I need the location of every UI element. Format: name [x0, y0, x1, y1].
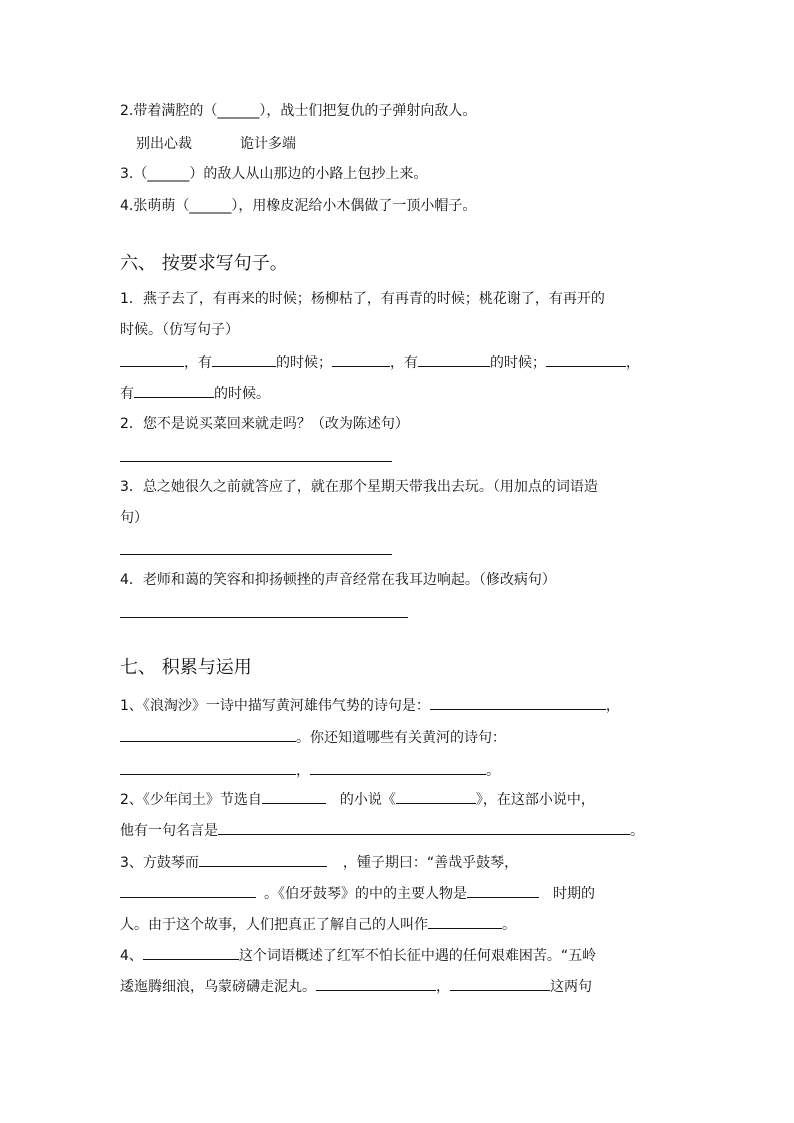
s7-q2-line2	[120, 820, 644, 841]
s7-q1-line2	[120, 727, 506, 748]
s7-q4-line2	[120, 976, 592, 997]
s7-q2-line1	[120, 789, 595, 810]
answer-blank[interactable]	[310, 760, 486, 775]
answer-blank[interactable]	[332, 352, 390, 367]
answer-line[interactable]	[120, 617, 408, 618]
s5-q4-blank: ______	[189, 198, 232, 214]
s7-q3-text: 人。由于这个故事，人们把真正了解自己的人叫作	[120, 917, 428, 933]
s7-q2-text: 他有一句名言是	[120, 823, 218, 839]
s7-q4-text: 这两句	[550, 979, 592, 995]
answer-blank[interactable]	[120, 352, 184, 367]
answer-blank[interactable]	[143, 945, 239, 960]
answer-blank[interactable]	[120, 727, 296, 742]
s6-heading: 六、 按要求写句子。	[120, 253, 288, 274]
s7-q3-text: 3、方鼓琴而	[120, 855, 199, 871]
s7-q3-line1	[120, 852, 518, 873]
s5-q4	[120, 196, 476, 216]
answer-blank[interactable]	[134, 383, 214, 398]
s5-q3-prefix: 3.（	[120, 166, 148, 182]
s5-q2	[120, 101, 476, 121]
s6-q3-line2: 句）	[120, 510, 148, 526]
answer-line[interactable]	[120, 461, 392, 462]
s7-q2-text: 2、《少年闰土》节选自	[120, 792, 262, 808]
punct: ，	[605, 698, 620, 714]
s5-q3	[120, 164, 427, 184]
answer-blank[interactable]	[467, 883, 539, 898]
s5-q3-suffix: ）的敌人从山那边的小路上包抄上来。	[189, 166, 428, 182]
answer-blank[interactable]	[120, 760, 296, 775]
s5-q3-blank: ______	[147, 166, 190, 182]
s7-q4-text: 4、	[120, 948, 143, 964]
s7-q2-text: 的小说《	[339, 792, 396, 808]
answer-blank[interactable]	[199, 852, 327, 867]
s5-options	[136, 134, 296, 154]
s7-q3-line2	[120, 883, 595, 904]
s7-q3-text: 时期的	[553, 886, 595, 902]
answer-blank[interactable]	[428, 914, 502, 929]
s6-q1-line1: 1．燕子去了，有再来的时候；杨柳枯了，有再青的时候；桃花谢了，有再开的	[120, 291, 605, 307]
answer-blank[interactable]	[396, 789, 476, 804]
fill-text: ，有	[184, 355, 212, 371]
punct: 。	[630, 823, 644, 839]
s7-q4-text: 这个词语概述了红军不怕长征中遇的任何艰难困苦。“五岭	[238, 948, 597, 964]
answer-blank[interactable]	[450, 976, 550, 991]
s6-q1-fill-row2	[120, 383, 270, 404]
fill-text: ，	[626, 355, 640, 371]
s6-q2: 2．您不是说买菜回来就走吗？（改为陈述句）	[120, 416, 409, 432]
s5-q4-suffix: ），用橡皮泥给小木偶做了一顶小帽子。	[231, 198, 477, 214]
punct: ，	[436, 979, 450, 995]
s5-q2-blank: ______	[217, 103, 260, 119]
fill-text: 有	[120, 386, 134, 402]
punct: 。	[502, 917, 516, 933]
answer-blank[interactable]	[218, 820, 630, 835]
answer-blank[interactable]	[430, 695, 606, 710]
answer-blank[interactable]	[212, 352, 276, 367]
s6-q4: 4．老师和蔼的笑容和抑扬顿挫的声音经常在我耳边响起。（修改病句）	[120, 572, 556, 588]
s7-q3-text: ，锺子期曰：“善哉乎鼓琴，	[342, 855, 519, 871]
s5-option-1: 别出心裁	[136, 136, 192, 152]
s5-q4-prefix: 4.张萌萌（	[120, 198, 190, 214]
punct: ，	[296, 763, 310, 779]
fill-text: 的时候；	[276, 355, 332, 371]
s7-q1-text2: 。你还知道哪些有关黄河的诗句：	[296, 730, 506, 746]
s6-q3-line1: 3．总之她很久之前就答应了，就在那个星期天带我出去玩。（用加点的词语造	[120, 479, 598, 495]
answer-blank[interactable]	[120, 883, 256, 898]
s7-q1-line3	[120, 760, 500, 781]
s7-q4-text: 逶迤腾细浪，乌蒙磅礴走泥丸。	[120, 979, 316, 995]
fill-text: 的时候。	[214, 386, 270, 402]
s5-q2-prefix: 2.带着满腔的（	[120, 103, 218, 119]
s7-q4-line1	[120, 945, 596, 966]
s7-q3-line3	[120, 914, 516, 935]
fill-text: ，有	[390, 355, 418, 371]
s6-q1-line2: 时候。（仿写句子）	[120, 322, 239, 338]
s7-q2-text: 》，在这部小说中，	[475, 792, 595, 808]
s7-heading: 七、 积累与运用	[120, 657, 252, 678]
answer-line[interactable]	[120, 554, 392, 555]
answer-blank[interactable]	[418, 352, 490, 367]
punct: 。	[486, 763, 500, 779]
s5-option-2: 诡计多端	[240, 136, 296, 152]
fill-text: 的时候；	[490, 355, 546, 371]
s7-q1-text: 1、《浪淘沙》一诗中描写黄河雄伟气势的诗句是：	[120, 698, 430, 714]
s6-q1-fill-row1	[120, 352, 640, 373]
answer-blank[interactable]	[262, 789, 326, 804]
s5-q2-suffix: ），战士们把复仇的子弹射向敌人。	[259, 103, 477, 119]
answer-blank[interactable]	[546, 352, 626, 367]
s7-q1-line1	[120, 695, 620, 716]
answer-blank[interactable]	[316, 976, 436, 991]
s7-q3-text: 。《伯牙鼓琴》的中的主要人物是	[264, 886, 467, 902]
